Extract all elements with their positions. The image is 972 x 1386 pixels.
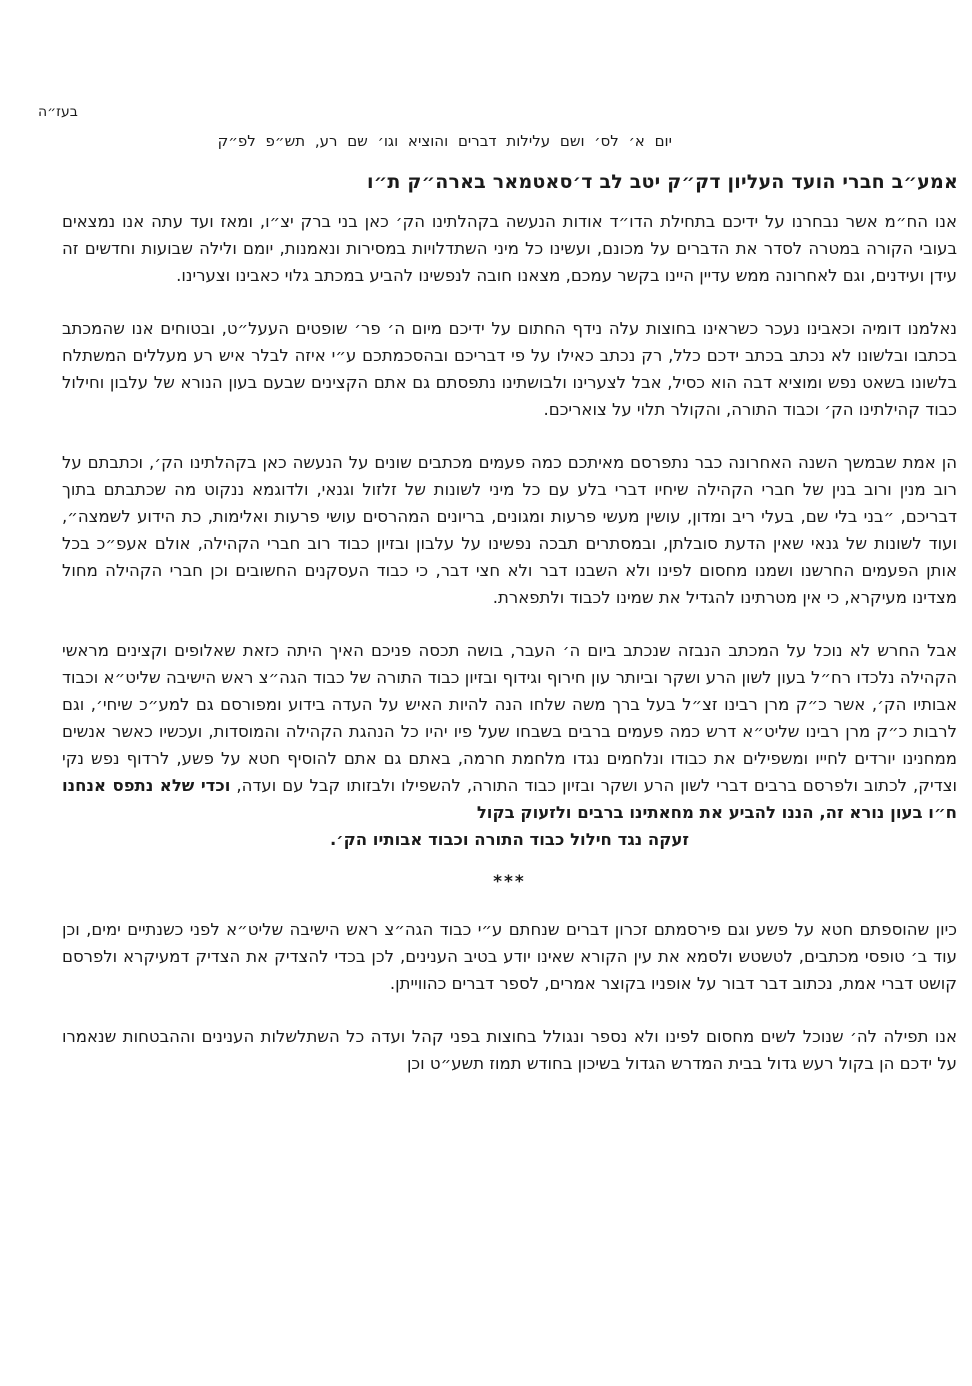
paragraph-4-bold-text: וכדי שלא נתפס אנחנו ח״ו בעון נורא זה, הננו להביע את מחאתינו ברבים ולזעוק בקול xyxy=(62,776,957,822)
paragraph-4-bold-centered-line: זעקה נגד חילול כבוד התורה וכבוד אבותיו הק׳. xyxy=(329,830,690,849)
paragraph-6: אנו תפילה לה׳ שנוכל לשים מחסום לפינו ולא נספר ונגולל בחוצות בפני קהל ועדה כל השתלשלות הענינים וההבטחות שנאמרו על ידכם הן בקול רעש גדול בבית המדרש הגדול בשיכון בחודש תמוז תשע״ט וכן xyxy=(62,1027,957,1073)
paragraph-5: כיון שהוספתם חטא על פשע וגם פירסמתם זכרון דברים שנחתם ע״י כבוד הגה״צ ראש הישיבה שליט״א לפני כשנתיים ימים, וכן עוד ב׳ טופסי מכתבים, לטשטש ולסמא את עין הקורא שאינו יודע בטיב הענינים, לכן בכדי להצדיק את הצדיק דמעיקרא ולפרסם קושט דברי אמת, נכתוב דבר דבור על אופניו בקוצר אמרים, לספר דברים כהווייתן. xyxy=(62,920,957,993)
besiyata-header: בעז״ה xyxy=(38,104,78,120)
letter-body xyxy=(0,208,972,1077)
letter-title: אמע״ב חברי הועד העליון דק״ק יטב לב ד׳סאטמאר בארה״ק ת״ו xyxy=(366,171,958,193)
paragraph-2: נאלמנו דומיה וכאבינו נעכר כשראינו בחוצות עלה נידף החתום על ידיכם מיום ה׳ פר׳ שופטים העעל״ט, ובטוחים אנו שהמכתב בכתבו ובלשונו לא נכתב בכתב ידכם כלל, רק נכתב כאילו על פי דבריכם ובהסכמתכם ע״י איזה לבלר איש רע מעללים המשתלח בלשונו בשאט נפש ומוציא דבה הוא כסיל, אבל לצערינו ולבושתינו נתפסתם גם אתם הקצינים שבעם בעון הנורא של עלבון וחילול כבוד קהילתינו הק׳ וכבוד התורה, והקולר תלוי על צואריכם. xyxy=(62,319,957,419)
paragraph-1: אנו הח״מ אשר נבחרנו על ידיכם בתחילת הדו״ד אודות הנעשה בקהלתינו הק׳ כאן בני ברק יצ״ו, ומאז ועד עתה אנו נמצאים בעובי הקורה במטרה לסדר את הדברים על מכונם, ועשינו כל מיני השתדלויות במסירות ונאמנות, יומם ולילה שבועות וחדשים זה עידן ועידנים, וגם לאחרונה ממש עדיין היינו בקשר עמכם, מצאנו חובה לנפשינו להביע במכתב גלוי כאבינו וצערינו. xyxy=(62,212,957,285)
hebrew-date-line: יום א׳ לס׳ ושם עלילות דברים והוציא וגו׳ שם רע, תש״פ לפ״ק xyxy=(217,132,672,150)
paragraph-3: הן אמת שבמשך השנה האחרונה כבר נתפרסם מאיתכם כמה פעמים מכתבים שונים על הנעשה כאן בקהלתינו הק׳, וכתבתם על רוב מנין ורוב בנין של חברי הקהילה שיחיו דברי בלע עם כל מיני לשונות של זלזול וגנאי, ולדוגמא ננקוט מה שכתבתם בתוך דבריכם, ״בני בלי שם, בעלי ריב ומדון, עושין מעשי פרעות ומגונים, בריונים המהרסים עושי פרעות ואלימות, כת הידוע לשמצה״, ועוד לשונות של גנאי שאין הדעת סובלתן, ובמסתרים תבכה נפשינו על עלבון ובזיון כבוד רוב חברי הקהילה, אולם אעפ״כ בכל אותן הפעמים החרשנו ושמנו מחסום לפינו ולא השבנו דבר ולא חצי דבר, כי כבוד העסקנים החשובים וכן חברי הקהילה מחול מצדינו מעיקרא, כי אין מטרתינו להגדיל את שמינו לכבוד ולתפארת. xyxy=(62,453,957,607)
section-separator: *** xyxy=(493,872,526,892)
paragraph-4-text: אבל החרש לא נוכל על המכתב הנבזה שנכתב ביום ה׳ העבר, בושה תכסה פניכם האיך היתה כזאת שאלופים וקצינים מראשי הקהילה נלכדו רח״ל בעון לשון הרע ושקר וביותר עון חירוף וגידוף ובזיון כבוד התורה של כבוד הגה״צ ראש הישיבה שליט״א וכבוד אבותיו הק׳, אשר כ״ק מרן רבינו זצ״ל בעל ברך משה שלחו הנה להיות האיש על העדה בידוע ומפורסם גם למע״כ שיחי׳, וגם לרבות כ״ק מרן רבינו שליט״א דרש כמה פעמים ברבים בשבחו שעל פיו יהיו כל הנהגת הקהילה והמוסדות, ועכשיו כאשר אנשים ממחנינו יורדים לחייו ומשפילים את כבודו ונלחמים נגדו מלחמת חרמה, באתם גם אתם להוסיף חטא על פשע, לרדוף נפש נקי וצדיק, לכתוב ולפרסם ברבים דברי לשון הרע ושקר ובזיון כבוד התורה, להשפילו ולבזותו קבל עם ועדה, xyxy=(62,641,957,795)
paragraph-4 xyxy=(62,637,957,826)
